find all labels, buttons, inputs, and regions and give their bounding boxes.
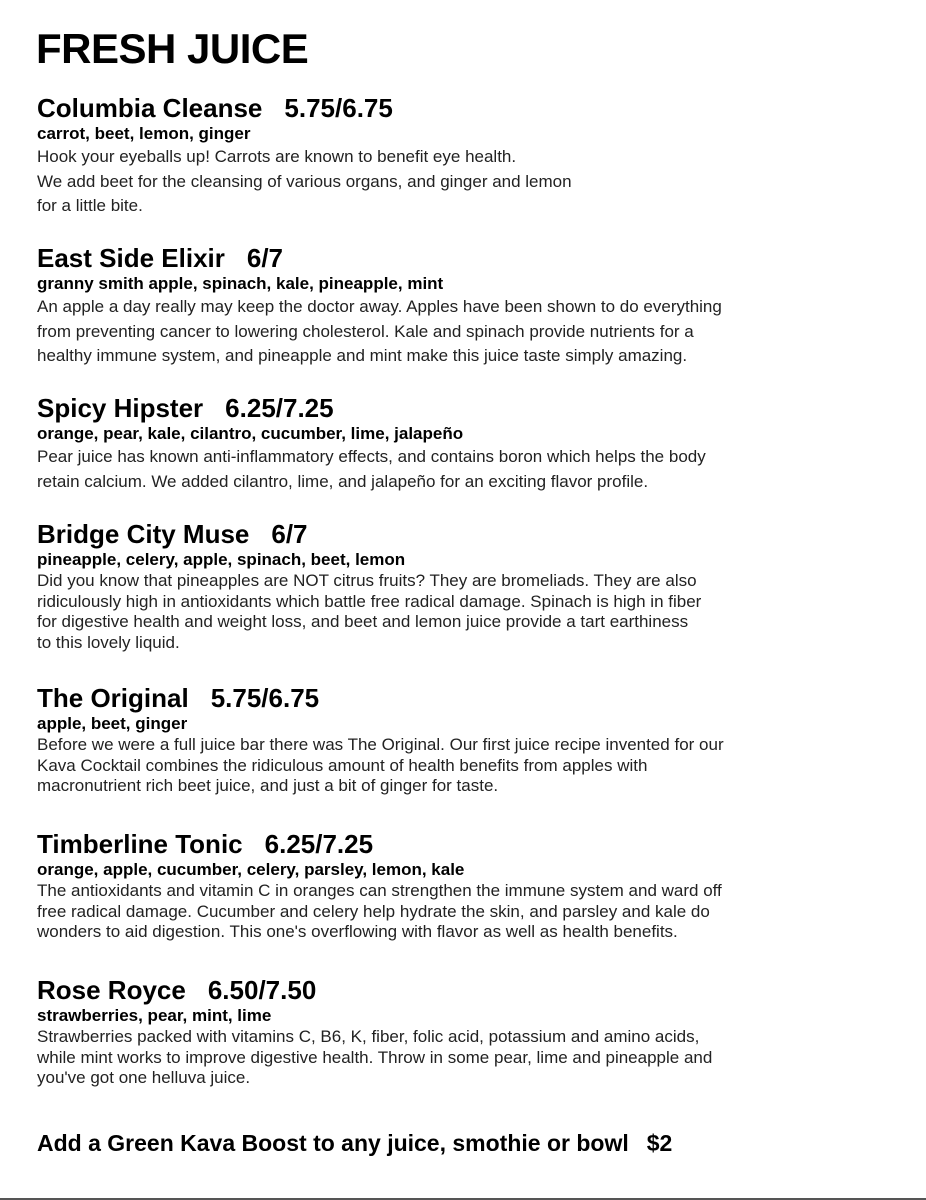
- menu-item-east-side-elixir: [37, 243, 837, 369]
- item-name: Bridge City Muse: [37, 519, 250, 549]
- item-heading: [37, 393, 837, 423]
- menu-item-timberline-tonic: [37, 829, 837, 943]
- item-name: The Original: [37, 683, 189, 713]
- item-description: Pear juice has known anti-inflammatory effects, and contains boron which helps the body retain calcium. We added cilantro, lime, and jalapeño for an exciting flavor profile.: [37, 447, 706, 491]
- item-price: 5.75/6.75: [284, 93, 393, 123]
- item-price: 5.75/6.75: [210, 683, 320, 713]
- item-ingredients: strawberries, pear, mint, lime: [37, 1006, 272, 1025]
- item-heading: [37, 975, 837, 1005]
- item-heading: [37, 829, 837, 859]
- item-description: The antioxidants and vitamin C in oranges can strengthen the immune system and ward off free radical damage. Cucumber and celery help hydrate the skin, and parsley and kale do wonders to aid digestion. This one's overflowing with flavor as well as health benefits.: [37, 881, 722, 941]
- item-heading: [37, 243, 837, 273]
- item-ingredients: apple, beet, ginger: [37, 714, 188, 733]
- item-price: 6/7: [271, 519, 308, 549]
- item-description: Hook your eyeballs up! Carrots are known to benefit eye health. We add beet for the cleansing of various organs, and ginger and lemon for a little bite.: [37, 147, 572, 215]
- kava-boost-text: Add a Green Kava Boost to any juice, smothie or bowl: [37, 1130, 629, 1156]
- menu-item-spicy-hipster: [37, 393, 837, 494]
- item-description: Did you know that pineapples are NOT citrus fruits? They are bromeliads. They are also ridiculously high in antioxidants which battle free radical damage. Spinach is high in fiber for digestive health and weight loss, and beet and lemon juice provide a tart earthiness to this lovely liquid.: [37, 571, 702, 652]
- item-price: 6.50/7.50: [207, 975, 317, 1005]
- item-name: Columbia Cleanse: [37, 93, 263, 123]
- item-name: Timberline Tonic: [37, 829, 243, 859]
- kava-boost-price: $2: [646, 1130, 673, 1156]
- menu-item-rose-royce: [37, 975, 837, 1089]
- item-description: An apple a day really may keep the doctor away. Apples have been shown to do everything from preventing cancer to lowering cholesterol. Kale and spinach provide nutrients for a healthy immune system, and pineapple and mint make this juice taste simply amazing.: [37, 297, 722, 365]
- page-title: FRESH JUICE: [36, 25, 309, 72]
- item-name: Rose Royce: [37, 975, 186, 1005]
- item-ingredients: orange, apple, cucumber, celery, parsley, lemon, kale: [37, 860, 465, 879]
- menu-item-the-original: [37, 683, 837, 797]
- item-price: 6.25/7.25: [225, 393, 334, 423]
- item-price: 6.25/7.25: [264, 829, 374, 859]
- item-ingredients: granny smith apple, spinach, kale, pineapple, mint: [37, 274, 444, 293]
- item-price: 6/7: [246, 243, 284, 273]
- item-heading: [37, 93, 837, 123]
- kava-boost-note: [37, 1128, 672, 1158]
- item-ingredients: orange, pear, kale, cilantro, cucumber, lime, jalapeño: [37, 424, 464, 443]
- item-description: Before we were a full juice bar there was The Original. Our first juice recipe invented for our Kava Cocktail combines the ridiculous amount of health benefits from apples with macronutrient rich beet juice, and just a bit of ginger for taste.: [37, 735, 724, 795]
- menu-item-bridge-city-muse: [37, 519, 837, 653]
- item-heading: [37, 519, 837, 549]
- item-heading: [37, 683, 837, 713]
- item-ingredients: pineapple, celery, apple, spinach, beet, lemon: [37, 550, 406, 569]
- item-ingredients: carrot, beet, lemon, ginger: [37, 124, 251, 143]
- item-description: Strawberries packed with vitamins C, B6, K, fiber, folic acid, potassium and amino acids, while mint works to improve digestive health. Throw in some pear, lime and pineapple and you've got one helluva juice.: [37, 1027, 713, 1087]
- item-name: East Side Elixir: [37, 243, 225, 273]
- item-name: Spicy Hipster: [37, 393, 204, 423]
- menu-item-columbia-cleanse: [37, 93, 837, 219]
